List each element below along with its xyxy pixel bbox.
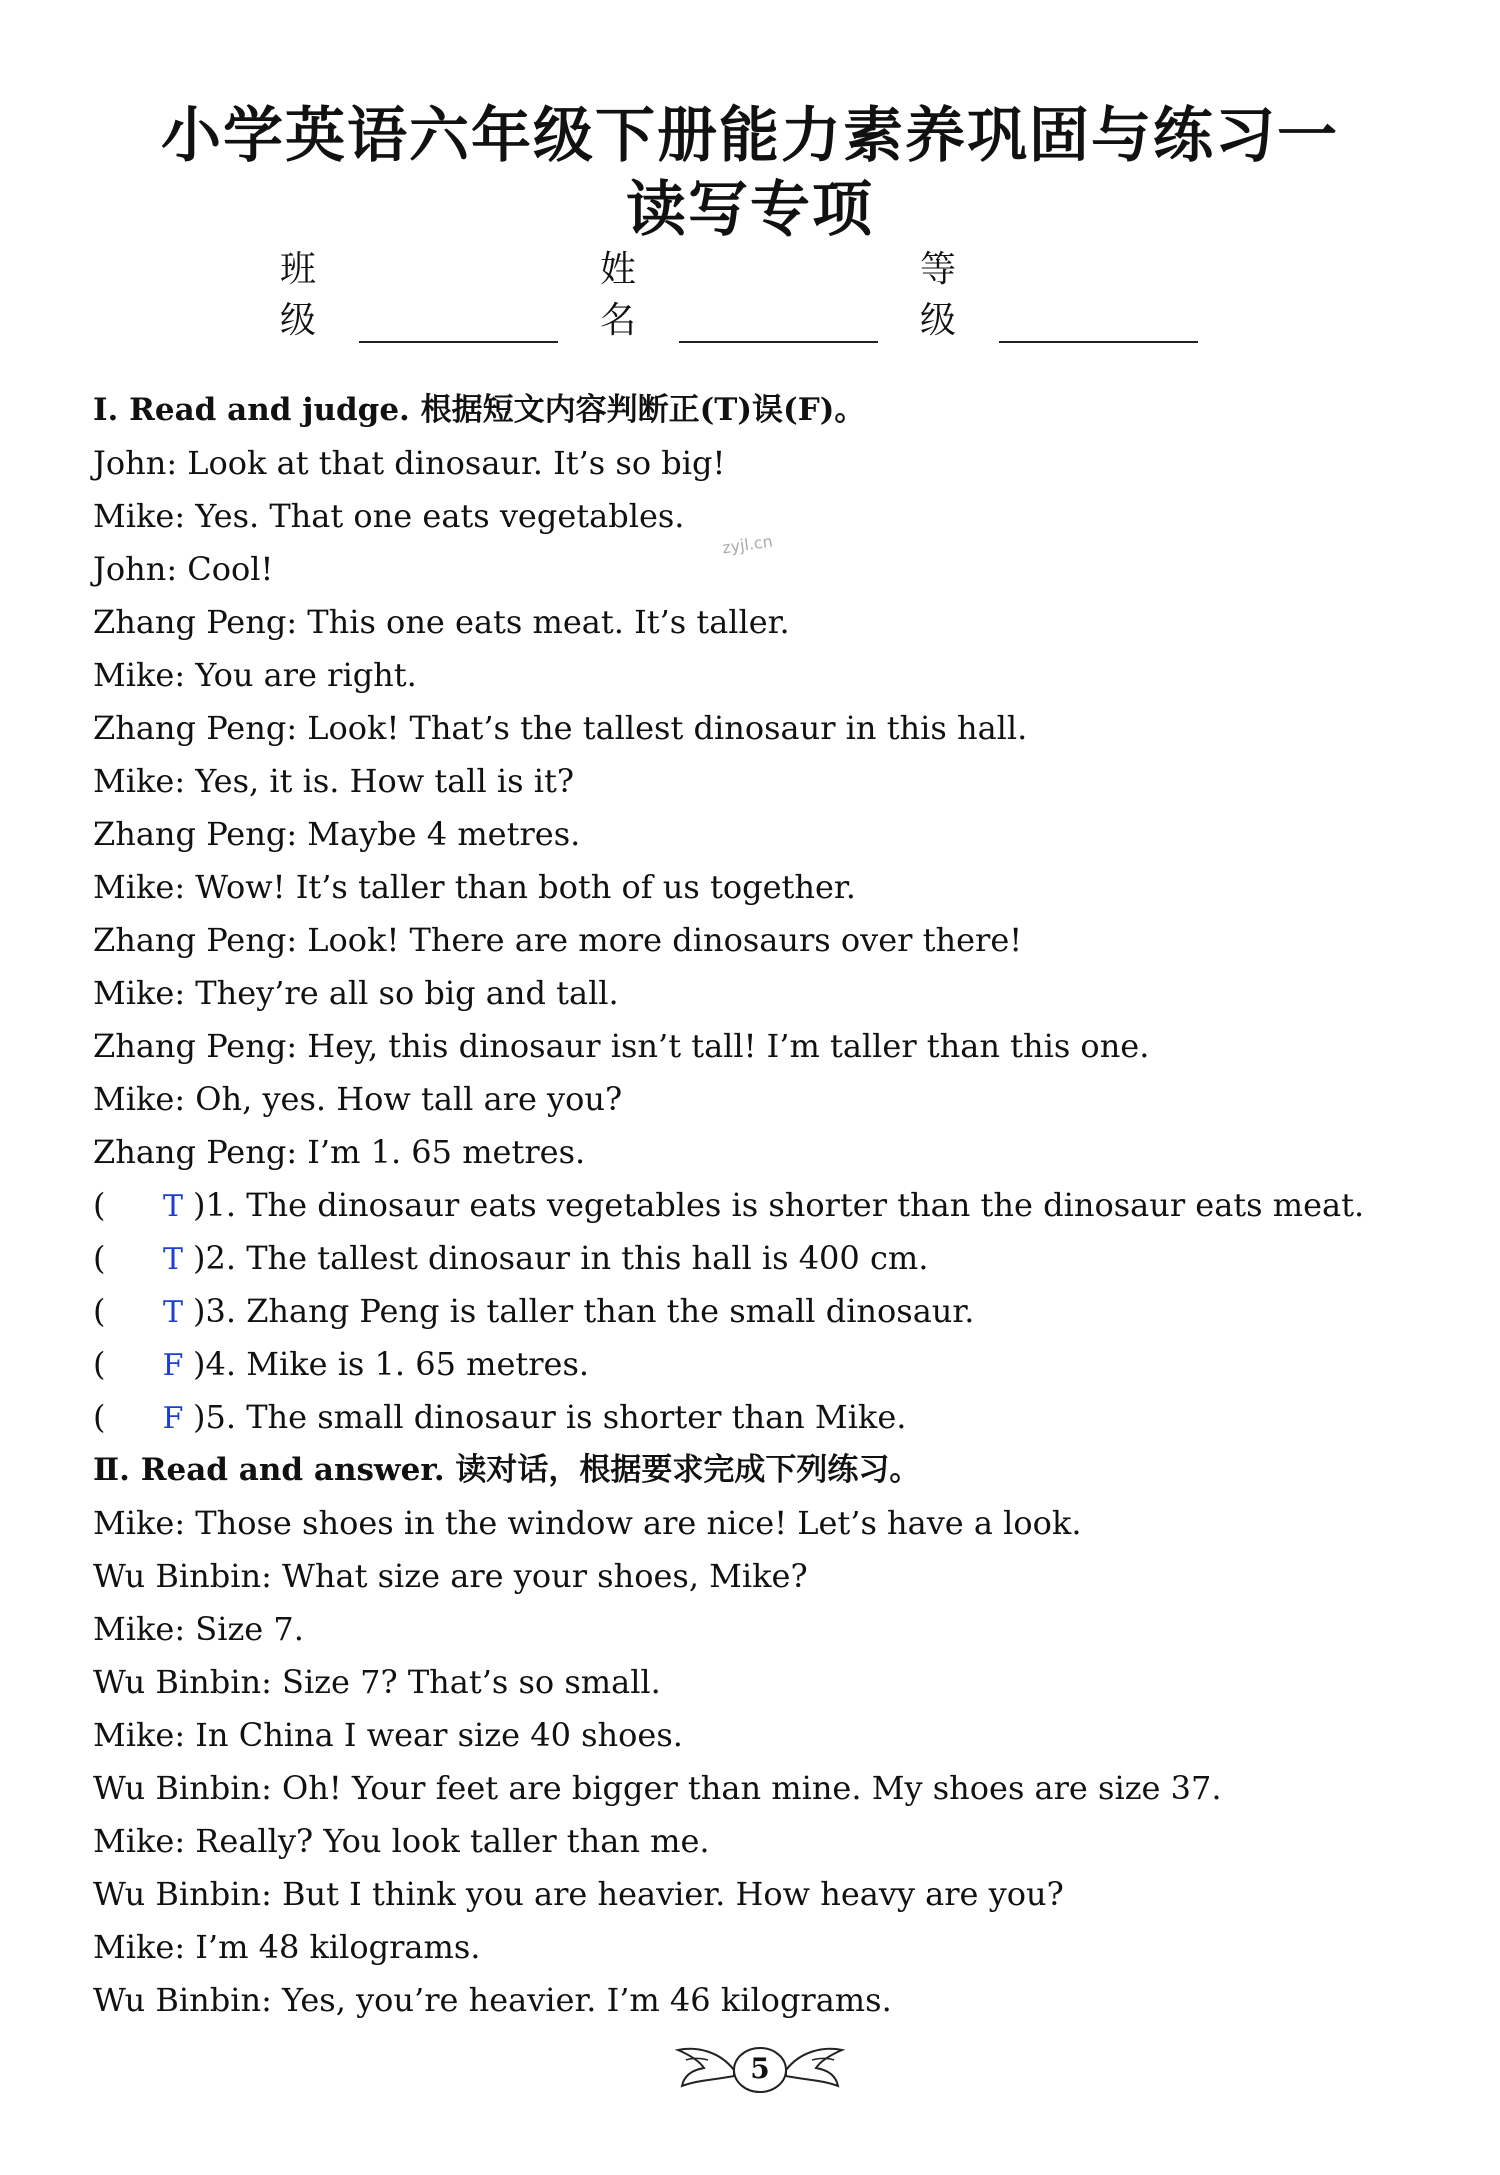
section-1-instruction: Read and judge. 根据短文内容判断正(T)误(F)。 — [129, 392, 866, 428]
question-text: The tallest dinosaur in this hall is 400 cm. — [246, 1239, 929, 1277]
dialogue-line: Mike: They’re all so big and tall. — [93, 974, 619, 1012]
grade-field — [920, 241, 1198, 343]
dialogue-line: John: Cool! — [93, 550, 274, 588]
question-open-paren: ( — [93, 1186, 106, 1224]
question-text: Mike is 1. 65 metres. — [246, 1345, 590, 1383]
judge-question — [93, 1179, 1433, 1232]
question-number: )2. — [193, 1239, 237, 1277]
dialogue-line: Mike: Oh, yes. How tall are you? — [93, 1080, 623, 1118]
section-1-questions — [93, 1179, 1433, 1444]
grade-blank[interactable] — [999, 301, 1198, 343]
worksheet-content — [93, 384, 1433, 2027]
question-open-paren: ( — [93, 1398, 106, 1436]
section-1-dialogue — [93, 437, 1433, 1179]
dialogue-line: Zhang Peng: I’m 1. 65 metres. — [93, 1133, 586, 1171]
dialogue-line: John: Look at that dinosaur. It’s so big! — [93, 444, 726, 482]
page-number-badge — [670, 2030, 850, 2110]
question-text: Zhang Peng is taller than the small dinosaur. — [246, 1292, 975, 1330]
dialogue-line: Mike: In China I wear size 40 shoes. — [93, 1716, 683, 1754]
answer-mark[interactable]: F — [162, 1348, 184, 1383]
dialogue-line: Wu Binbin: Oh! Your feet are bigger than mine. My shoes are size 37. — [93, 1769, 1222, 1807]
page-number: 5 — [750, 2052, 770, 2085]
name-blank[interactable] — [679, 301, 878, 343]
question-number: )5. — [193, 1398, 237, 1436]
section-1-numeral: Ⅰ. — [93, 392, 119, 428]
question-open-paren: ( — [93, 1345, 106, 1383]
dialogue-line: Zhang Peng: Hey, this dinosaur isn’t tall! I’m taller than this one. — [93, 1027, 1150, 1065]
dialogue-line: Mike: Yes. That one eats vegetables. — [93, 497, 685, 535]
class-field — [280, 241, 558, 343]
page-title: 小学英语六年级下册能力素养巩固与练习一 — [161, 101, 1339, 171]
answer-mark[interactable]: T — [162, 1295, 183, 1330]
dialogue-line: Wu Binbin: Size 7? That’s so small. — [93, 1663, 661, 1701]
dialogue-line: Wu Binbin: But I think you are heavier. How heavy are you? — [93, 1875, 1064, 1913]
dialogue-line: Zhang Peng: Look! That’s the tallest dinosaur in this hall. — [93, 709, 1028, 747]
student-info-fields — [280, 249, 1240, 343]
dialogue-line: Wu Binbin: Yes, you’re heavier. I’m 46 kilograms. — [93, 1981, 892, 2019]
dialogue-line: Zhang Peng: Look! There are more dinosaurs over there! — [93, 921, 1023, 959]
section-2-instruction: Read and answer. 读对话，根据要求完成下列练习。 — [140, 1452, 921, 1488]
section-2-dialogue — [93, 1497, 1433, 2027]
dialogue-line: Mike: Those shoes in the window are nice! Let’s have a look. — [93, 1504, 1082, 1542]
class-label: 班级 — [280, 249, 321, 341]
name-field — [600, 241, 878, 343]
dialogue-line: Mike: Wow! It’s taller than both of us together. — [93, 868, 856, 906]
question-open-paren: ( — [93, 1292, 106, 1330]
answer-mark[interactable]: F — [162, 1401, 184, 1436]
question-open-paren: ( — [93, 1239, 106, 1277]
question-number: )3. — [193, 1292, 237, 1330]
judge-question — [93, 1391, 1433, 1444]
dialogue-line: Mike: Size 7. — [93, 1610, 304, 1648]
class-blank[interactable] — [359, 301, 558, 343]
question-number: )4. — [193, 1345, 237, 1383]
dialogue-line: Mike: You are right. — [93, 656, 417, 694]
dialogue-line: Wu Binbin: What size are your shoes, Mike? — [93, 1557, 808, 1595]
answer-mark[interactable]: T — [162, 1189, 183, 1224]
page-subtitle: 读写专项 — [626, 175, 874, 245]
judge-question — [93, 1338, 1433, 1391]
grade-label: 等级 — [920, 249, 961, 341]
dialogue-line: Mike: I’m 48 kilograms. — [93, 1928, 481, 1966]
answer-mark[interactable]: T — [162, 1242, 183, 1277]
dialogue-line: Zhang Peng: Maybe 4 metres. — [93, 815, 581, 853]
section-1-heading — [93, 384, 1433, 437]
question-text: The dinosaur eats vegetables is shorter than the dinosaur eats meat. — [246, 1186, 1365, 1224]
question-text: The small dinosaur is shorter than Mike. — [246, 1398, 907, 1436]
name-label: 姓名 — [600, 249, 641, 341]
section-2-heading — [93, 1444, 1433, 1497]
question-number: )1. — [193, 1186, 237, 1224]
watermark: zyjl.cn — [720, 531, 774, 558]
section-2-numeral: Ⅱ. — [93, 1452, 130, 1488]
judge-question — [93, 1232, 1433, 1285]
dialogue-line: Mike: Yes, it is. How tall is it? — [93, 762, 574, 800]
judge-question — [93, 1285, 1433, 1338]
dialogue-line: Zhang Peng: This one eats meat. It’s taller. — [93, 603, 790, 641]
dialogue-line: Mike: Really? You look taller than me. — [93, 1822, 710, 1860]
